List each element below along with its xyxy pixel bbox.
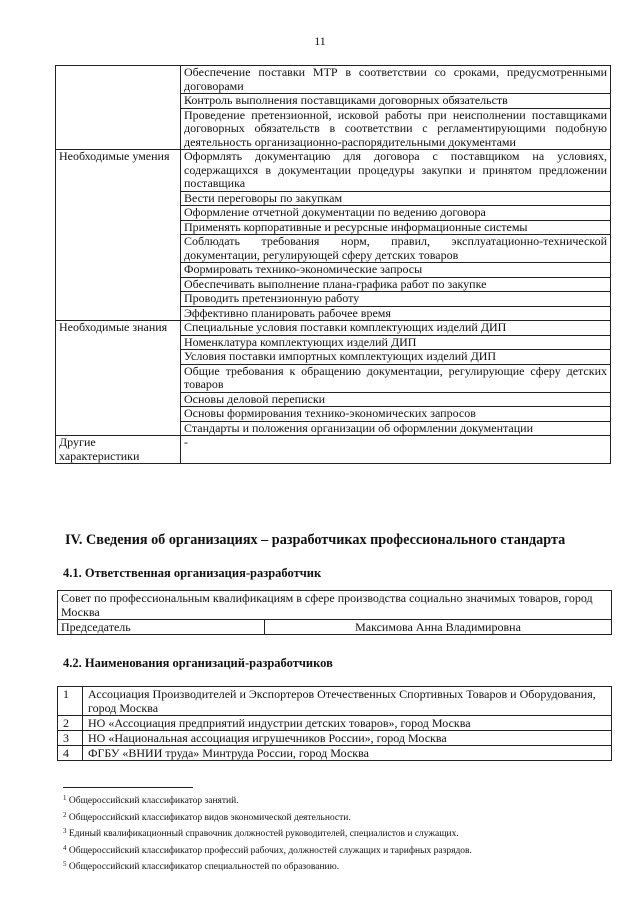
org-name: НО «Национальная ассоциация игрушечников России», город Москва	[83, 731, 612, 746]
subsection-4-2-heading: 4.2. Наименования организаций-разработчиков	[63, 656, 333, 670]
table-row	[56, 66, 611, 94]
footnote	[63, 809, 472, 826]
org-name: НО «Ассоциация предприятий индустрии детских товаров», город Москва	[83, 716, 612, 731]
developer-orgs-table	[57, 686, 612, 761]
row-label	[56, 66, 181, 150]
row-value: -	[181, 436, 611, 464]
row-value: Основы деловой переписки	[181, 392, 611, 407]
row-value: Формировать технико-экономические запросы	[181, 263, 611, 278]
footnote-text: Общероссийский классификатор профессий рабочих, должностей служащих и тарифных разрядов.	[68, 845, 472, 856]
footnote-text: Общероссийский классификатор специальностей по образованию.	[68, 862, 340, 872]
row-value: Стандарты и положения организации об оформлении документации	[181, 421, 611, 436]
footnote	[63, 792, 472, 809]
row-label: Другие характеристики	[56, 436, 181, 464]
row-value: Соблюдать требования норм, правил, эксплуатационно-технической документации, регулирующей сферу детских товаров	[181, 235, 611, 263]
footnote-number: 2	[63, 810, 67, 819]
row-value: Обеспечивать выполнение плана-графика работ по закупке	[181, 277, 611, 292]
row-value: Номенклатура комплектующих изделий ДИП	[181, 335, 611, 350]
row-label: Необходимые умения	[56, 150, 181, 321]
org-name-cell: Совет по профессиональным квалификациям в сфере производства социально значимых товаров, город Москва	[58, 591, 612, 620]
subsection-4-1-heading: 4.1. Ответственная организация-разработчик	[63, 566, 322, 580]
org-row	[58, 746, 612, 761]
org-number: 4	[58, 746, 83, 761]
row-value: Специальные условия поставки комплектующих изделий ДИП	[181, 321, 611, 336]
row-value: Общие требования к обращению документации, регулирующие сферу детских товаров	[181, 364, 611, 392]
footnote-number: 4	[63, 843, 67, 852]
row-value: Основы формирования технико-экономических запросов	[181, 407, 611, 422]
row-value: Условия поставки импортных комплектующих изделий ДИП	[181, 350, 611, 365]
footnote-text: Общероссийский классификатор занятий.	[68, 796, 239, 806]
footnote-number: 3	[63, 827, 67, 835]
section-title: IV. Сведения об организациях – разработчиках профессионального стандарта	[65, 532, 566, 548]
footnote-number: 1	[63, 794, 67, 802]
footnote	[63, 825, 472, 842]
row-value: Применять корпоративные и ресурсные информационные системы	[181, 220, 611, 235]
responsible-org-table	[57, 590, 612, 635]
org-row	[58, 716, 612, 731]
org-number: 2	[58, 716, 83, 731]
footnote-separator	[63, 787, 193, 788]
table-row	[56, 436, 611, 464]
org-number: 1	[58, 687, 83, 716]
role-cell: Председатель	[58, 620, 265, 635]
row-value: Вести переговоры по закупкам	[181, 191, 611, 206]
row-value: Контроль выполнения поставщиками договорных обязательств	[181, 94, 611, 109]
org-row	[58, 687, 612, 716]
footnote-text: Общероссийский классификатор видов экономической деятельности.	[68, 812, 351, 823]
row-value: Оформление отчетной документации по ведению договора	[181, 206, 611, 221]
footnote	[63, 842, 472, 859]
footnotes	[63, 792, 472, 875]
person-cell: Максимова Анна Владимировна	[265, 620, 612, 635]
org-number: 3	[58, 731, 83, 746]
row-value: Эффективно планировать рабочее время	[181, 306, 611, 321]
footnote-number: 5	[63, 860, 67, 868]
org-name: Ассоциация Производителей и Экспортеров Отечественных Спортивных Товаров и Оборудования, город Москва	[83, 687, 612, 716]
row-value: Проведение претензионной, исковой работы при неисполнении поставщиками договорных обязательств в соответствии с регламентирующими подобную деятельность организационно-распорядительными документами	[181, 108, 611, 150]
footnote-text: Единый квалификационный справочник должностей руководителей, специалистов и служащих.	[68, 829, 459, 839]
row-value: Обеспечение поставки МТР в соответствии со сроками, предусмотренными договорами	[181, 66, 611, 94]
table-row	[56, 150, 611, 192]
page-number: 11	[314, 34, 326, 48]
requirements-table	[55, 65, 611, 464]
org-name: ФГБУ «ВНИИ труда» Минтруда России, город Москва	[83, 746, 612, 761]
table-row	[56, 321, 611, 336]
org-row	[58, 731, 612, 746]
row-label: Необходимые знания	[56, 321, 181, 436]
row-value: Оформлять документацию для договора с поставщиком на условиях, содержащихся в документации процедуры закупки и принятом предложении поставщика	[181, 150, 611, 192]
row-value: Проводить претензионную работу	[181, 292, 611, 307]
footnote	[63, 858, 472, 875]
